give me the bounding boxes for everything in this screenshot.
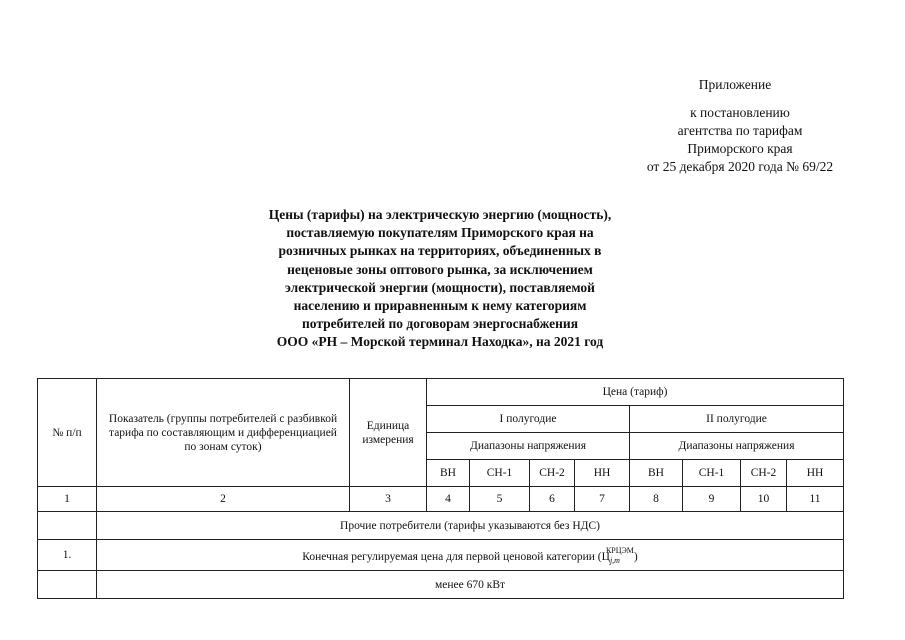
column-number: 7 [575,487,630,512]
column-number: 5 [470,487,530,512]
annex-title: Приложение [698,77,772,92]
title-line: неценовые зоны оптового рынка, за исключением [287,261,593,277]
column-number: 1 [38,487,97,512]
header-voltage: ВН [630,460,683,487]
tariff-table [37,378,844,599]
header-voltage: НН [575,460,630,487]
header-voltage: СН-1 [470,460,530,487]
document-title [205,206,675,352]
annex-line: Приморского края [687,141,793,156]
row-item-number: 1. [38,540,97,571]
title-line: Цены (тарифы) на электрическую энергию (мощность), [268,207,612,222]
column-number: 6 [530,487,575,512]
header-unit: Единица измерения [350,379,427,487]
header-half-2: II полугодие [630,406,844,433]
column-number: 4 [427,487,470,512]
column-number: 10 [741,487,787,512]
header-half-1: I полугодие [427,406,630,433]
row-less-670: менее 670 кВт [97,571,844,599]
title-line: электрической энергии (мощности), поставляемой [285,279,595,295]
annex-block [560,76,905,176]
empty-cell [38,571,97,599]
header-voltage: СН-1 [683,460,741,487]
title-line: розничных рынках на территориях, объединенных в [278,243,602,259]
formula-subscript: j,m [609,555,620,565]
title-line: потребителей по договорам энергоснабжения [301,316,579,332]
header-voltage: ВН [427,460,470,487]
annex-line: агентства по тарифам [677,123,803,138]
column-number: 8 [630,487,683,512]
row-final-price [97,540,844,571]
column-number: 2 [97,487,350,512]
annex-line: от 25 декабря 2020 года № 69/22 [646,159,834,174]
title-line: поставляемую покупателям Приморского края на [286,225,594,241]
formula-close: ) [633,550,638,563]
column-number: 3 [350,487,427,512]
header-price: Цена (тариф) [427,379,844,406]
column-number: 11 [787,487,844,512]
header-voltage-ranges-2: Диапазоны напряжения [630,433,844,460]
column-number: 9 [683,487,741,512]
row-other-consumers: Прочие потребители (тарифы указываются без НДС) [97,512,844,540]
formula-superscript: КРЦЭМ [605,545,634,555]
row-final-price-text: Конечная регулируемая цена для первой ценовой категории (Ц [302,550,610,563]
header-voltage-ranges-1: Диапазоны напряжения [427,433,630,460]
empty-cell [38,512,97,540]
header-voltage: СН-2 [530,460,575,487]
header-indicator: Показатель (группы потребителей с разбивкой тарифа по составляющим и дифференциацией по зонам суток) [97,379,350,487]
title-line: ООО «РН – Морской терминал Находка», на 2021 год [276,334,604,350]
header-num: № п/п [38,379,97,487]
header-voltage: НН [787,460,844,487]
title-line: населению и приравненным к нему категориям [293,298,587,314]
annex-line: к постановлению [690,105,790,120]
header-voltage: СН-2 [741,460,787,487]
